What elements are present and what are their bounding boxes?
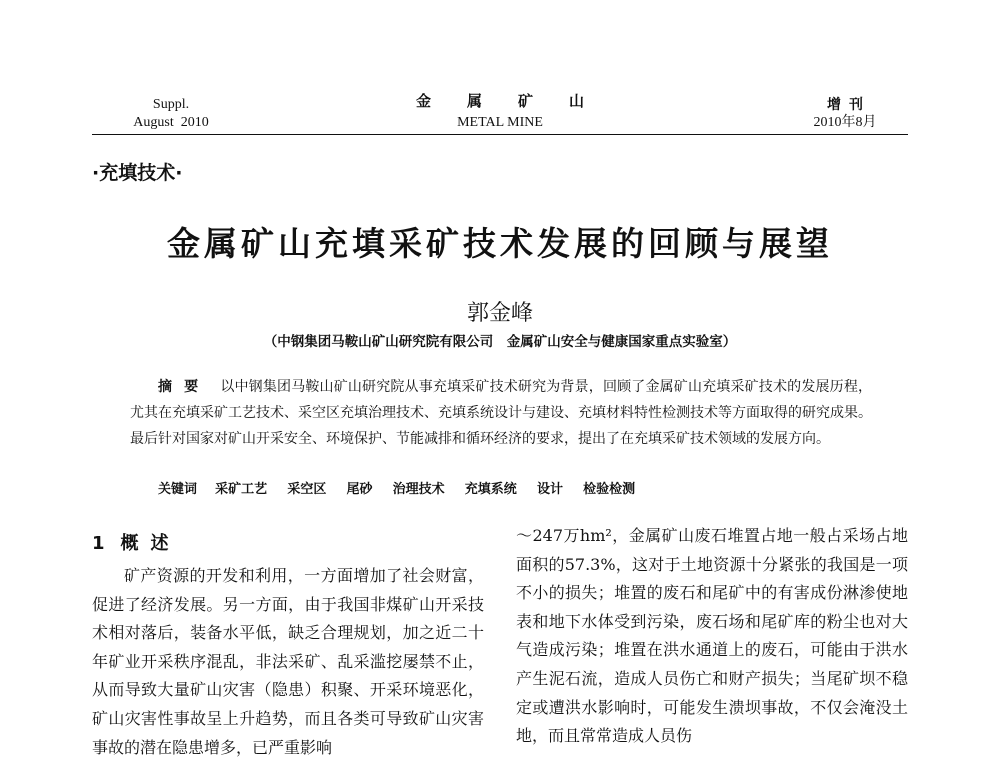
header-rule	[92, 134, 908, 135]
header-date-en: August 2010	[133, 115, 209, 130]
keyword: 尾砂	[346, 482, 373, 497]
journal-name-cn: 金属矿山	[415, 92, 620, 110]
keyword: 检验检测	[583, 482, 636, 497]
body-right-column	[516, 522, 908, 751]
header-date-cn: 2010年8月	[813, 115, 877, 130]
abstract	[130, 374, 872, 452]
keyword: 采空区	[287, 482, 327, 497]
keyword: 充填系统	[464, 482, 517, 497]
abstract-label: 摘要	[158, 379, 211, 395]
body-paragraph: 矿产资源的开发和利用，一方面增加了社会财富，促进了经济发展。另一方面，由于我国非煤矿山开采技术相对落后，装备水平低，缺乏合理规划，加之近二十年矿业开采秩序混乱，非法采矿、乱采滥挖屡禁不止，从而导致大量矿山灾害（隐患）积聚、开采环境恶化，矿山灾害性事故呈上升趋势，而且各类可导致矿山灾害事故的潜在隐患增多，已严重影响	[92, 566, 484, 757]
section-heading	[92, 528, 484, 560]
header-center	[395, 92, 620, 132]
journal-name-en: METAL MINE	[457, 115, 543, 130]
keywords	[158, 478, 651, 497]
keyword: 采矿工艺	[215, 482, 268, 497]
header-suppl: Suppl.	[152, 97, 190, 112]
keyword: 设计	[536, 482, 563, 497]
header-left	[116, 96, 226, 132]
body-left-column	[92, 528, 484, 762]
header-supplement-cn: 增刊	[827, 97, 871, 113]
abstract-text: 以中钢集团马鞍山矿山研究院从事充填采矿技术研究为背景，回顾了金属矿山充填采矿技术的发展历程，尤其在充填采矿工艺技术、采空区充填治理技术、充填系统设计与建设、充填材料特性检测技术等方面取得的研究成果。最后针对国家对矿山开采安全、环境保护、节能减排和循环经济的要求，提出了在充填采矿技术领域的发展方向。	[130, 379, 873, 447]
section-tag: ·充填技术·	[92, 162, 183, 184]
article-title: 金属矿山充填采矿技术发展的回顾与展望	[167, 224, 833, 263]
body-paragraph-continued: ～247万hm²，金属矿山废石堆置占地一般占采场占地面积的57.3%，这对于土地资源十分紧张的我国是一项不小的损失；堆置的废石和尾矿中的有害成份淋渗使地表和地下水体受到污染，废石场和尾矿库的粉尘也对大气造成污染；堆置在洪水通道上的废石，可能由于洪水产生泥石流，造成人员伤亡和财产损失；当尾矿坝不稳定或遭洪水影响时，可能发生溃坝事故，不仅会淹没土地，而且常常造成人员伤	[516, 526, 908, 746]
header-right	[790, 96, 900, 132]
author: 郭金峰	[466, 301, 533, 326]
keyword: 治理技术	[392, 482, 445, 497]
keywords-label: 关键词	[158, 482, 198, 497]
section-number: 1	[92, 533, 105, 554]
affiliation: （中钢集团马鞍山矿山研究院有限公司 金属矿山安全与健康国家重点实验室）	[263, 334, 737, 350]
section-title: 概述	[120, 533, 181, 554]
